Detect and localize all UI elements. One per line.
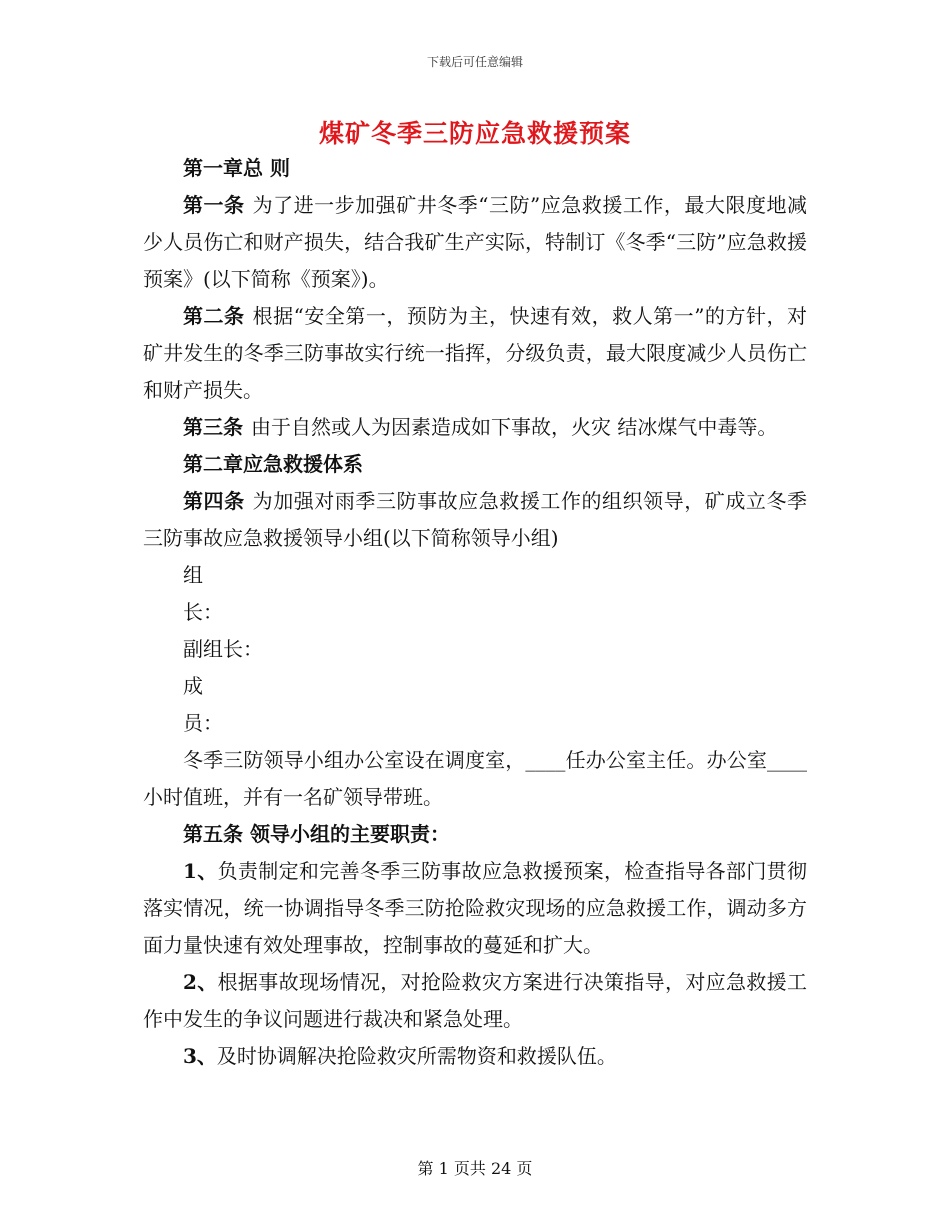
role-deputy-line: 副组长： <box>183 637 263 661</box>
duty-2-text: 根据事故现场情况，对抢险救灾方案进行决策指导，对应急救援工作中发生的争议问题进行裁决和紧急处理。 <box>143 970 807 1031</box>
duty-1-number: 1、 <box>183 859 218 883</box>
office-paragraph: 冬季三防领导小组办公室设在调度室，____任办公室主任。办公室____小时值班，并有一名矿领导带班。 <box>143 748 807 809</box>
duty-3-text: 及时协调解决抢险救灾所需物资和救援队伍。 <box>216 1044 617 1068</box>
duty-3-number: 3、 <box>183 1044 217 1068</box>
article-2-text: 根据“安全第一，预防为主，快速有效，救人第一”的方针，对矿井发生的冬季三防事故实行统一指挥，分级负责，最大限度减少人员伤亡和财产损失。 <box>143 304 808 402</box>
role-leader-line-2: 长： <box>183 600 223 624</box>
duty-3 <box>143 1038 807 1075</box>
article-1-text: 为了进一步加强矿井冬季“三防”应急救援工作，最大限度地减少人员伤亡和财产损失，结合我矿生产实际，特制订《冬季“三防”应急救援预案》(以下简称《预案》)。 <box>143 193 808 291</box>
duty-1 <box>143 853 807 964</box>
article-4 <box>143 483 807 557</box>
chapter-heading-1: 第一章总 则 <box>183 156 290 180</box>
document-body <box>143 150 807 1075</box>
chapter-heading-2: 第二章应急救援体系 <box>183 452 363 476</box>
page-header: 下载后可任意编辑 <box>426 55 523 69</box>
article-2-lead: 第二条 <box>183 304 245 328</box>
article-1-lead: 第一条 <box>183 193 245 217</box>
article-3-text: 由于自然或人为因素造成如下事故，火灾 结冰煤气中毒等。 <box>251 415 778 439</box>
article-3 <box>143 409 807 446</box>
article-5-heading: 第五条 领导小组的主要职责： <box>183 822 450 846</box>
duty-1-text: 负责制定和完善冬季三防事故应急救援预案，检查指导各部门贯彻落实情况，统一协调指导冬季三防抢险救灾现场的应急救援工作，调动多方面力量快速有效处理事故，控制事故的蔓延和扩大。 <box>143 859 807 957</box>
article-4-lead: 第四条 <box>183 489 245 513</box>
page-footer: 第 1 页共 24 页 <box>417 1159 533 1178</box>
role-member-line-2: 员： <box>183 711 223 735</box>
duty-2 <box>143 964 807 1038</box>
role-member-line-1: 成 <box>183 674 203 698</box>
article-4-text: 为加强对雨季三防事故应急救援工作的组织领导，矿成立冬季三防事故应急救援领导小组(以下简称领导小组) <box>143 489 808 550</box>
article-3-lead: 第三条 <box>183 415 243 439</box>
duty-2-number: 2、 <box>183 970 218 994</box>
article-1 <box>143 187 807 298</box>
document-title: 煤矿冬季三防应急救援预案 <box>318 119 631 148</box>
article-2 <box>143 298 807 409</box>
role-leader-line-1: 组 <box>183 563 203 587</box>
